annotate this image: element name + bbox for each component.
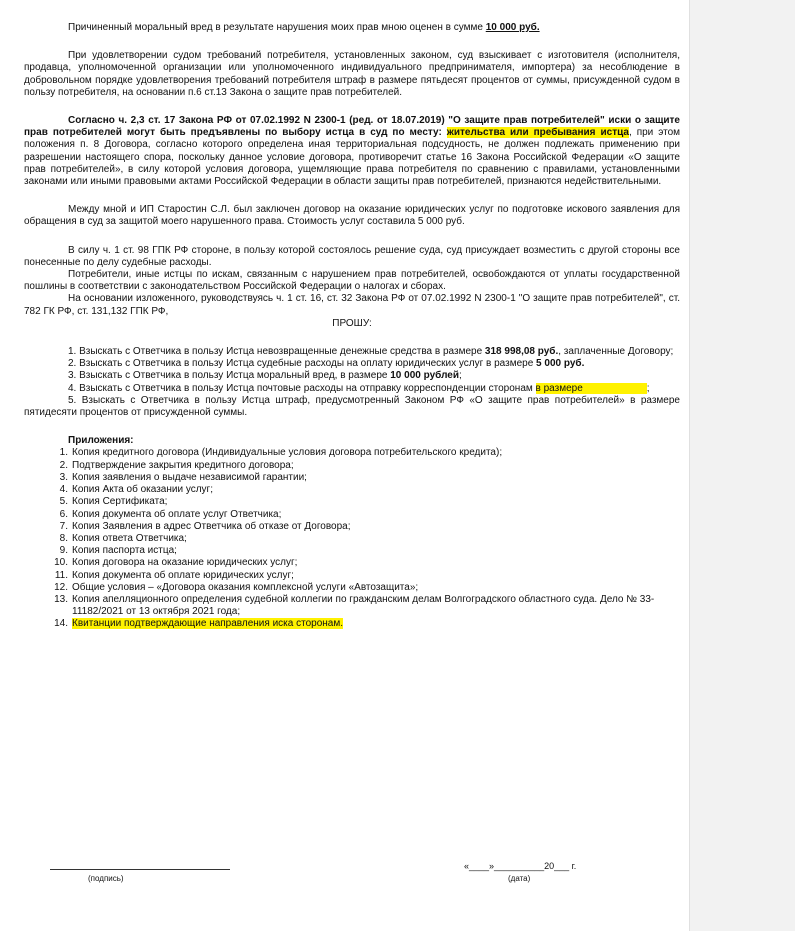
attachment-text: Копия ответа Ответчика;	[72, 532, 187, 544]
attachment-item	[24, 594, 680, 618]
date-caption: (дата)	[508, 874, 531, 883]
moral-damage-paragraph: Причиненный моральный вред в результате нарушения моих прав мною оценен в сумме 10 000 руб.	[68, 22, 540, 33]
request-item-1: 1. Взыскать с Ответчика в пользу Истца невозвращенные денежные средства в размере 318 998,08 руб., заплаченные Договору;	[68, 346, 674, 358]
court-costs-paragraph: В силу ч. 1 ст. 98 ГПК РФ стороне, в пользу которой состоялось решение суда, суд присуждает возместить с другой стороны все понесенные по делу судебные расходы.	[24, 244, 680, 268]
attachment-item	[24, 509, 680, 521]
attachment-number: 4.	[59, 484, 68, 496]
highlighted-attachment: Квитанции подтверждающие направления иска сторонам.	[72, 618, 344, 630]
attachment-text: Копия документа об оплате услуг Ответчика;	[72, 508, 282, 520]
signature-caption: (подпись)	[88, 874, 124, 883]
attachment-text: Копия кредитного договора (Индивидуальные условия договора потребительского кредита);	[72, 447, 503, 459]
attachment-number: 12.	[54, 581, 68, 593]
attachment-item	[24, 533, 680, 545]
attachment-number: 10.	[54, 557, 68, 569]
attachment-number: 14.	[54, 618, 68, 630]
attachment-text: Копия Сертификата;	[72, 496, 168, 508]
jurisdiction-paragraph: Согласно ч. 2,3 ст. 17 Закона РФ от 07.02.1992 N 2300-1 (ред. от 18.07.2019) "О защите прав потребителей" иски о защите прав потребителей могут быть предъявлены по выбору истца в суд по месту: жительства или пребывания истца, при этом положения п. 8 Договора, согласно которого определена иная территориальная подсудность, не должен подлежать применению при разрешении настоящего спора, поскольку данное условие договора, противоречит статье 16 Закона Российской Федерации «О защите прав потребителей», в силу которой условия договора, ущемляющие права потребителя по сравнению с правилами, установленными законами или иными правовыми актами Российской Федерации в области защиты прав потребителей, признаются недействительными.	[24, 115, 681, 188]
attachment-number: 5.	[59, 496, 68, 508]
attachment-number: 6.	[59, 508, 68, 520]
attachment-text: Подтверждение закрытия кредитного договора;	[72, 459, 294, 471]
attachment-text: Копия апелляционного определения судебной коллегии по гражданским делам Волгоградского областного суда. Дело № 33-11182/2021 от 13 октября 2021 года;	[72, 593, 655, 618]
attachment-item	[24, 447, 680, 459]
attachments-heading: Приложения:	[68, 435, 134, 447]
attachment-item	[24, 472, 680, 484]
request-item-5: 5. Взыскать с Ответчика в пользу Истца штраф, предусмотренный Законом РФ «О защите прав потребителей» в размере пятидесяти процентов от присужденной суммы.	[24, 394, 680, 419]
attachment-number: 7.	[59, 520, 68, 532]
attachment-number: 3.	[59, 471, 68, 483]
request-item-2: 2. Взыскать с Ответчика в пользу Истца судебные расходы на оплату юридических услуг в размере 5 000 руб.	[68, 358, 585, 370]
document-body	[24, 22, 681, 883]
side-panel	[689, 0, 795, 931]
attachment-number: 9.	[59, 545, 68, 557]
signature-row	[24, 860, 680, 890]
prosu-heading: ПРОШУ:	[332, 317, 372, 329]
request-item-4: 4. Взыскать с Ответчика в пользу Истца почтовые расходы на отправку корреспонденции сторонам в размере ;	[68, 382, 650, 394]
attachment-number: 2.	[59, 459, 68, 471]
legal-basis-paragraph: На основании изложенного, руководствуясь ч. 1 ст. 16, ст. 32 Закона РФ от 07.02.1992 N 2300-1 "О защите прав потребителей", ст. 782 ГК РФ, ст. 131,132 ГПК РФ,	[24, 293, 680, 317]
attachment-text: Копия заявления о выдаче независимой гарантии;	[72, 471, 307, 483]
attachment-text: Общие условия – «Договора оказания комплексной услуги «Автозащита»;	[72, 581, 419, 593]
attachment-text	[72, 618, 680, 630]
attachment-number: 1.	[59, 447, 68, 459]
attachment-text: Копия Акта об оказании услуг;	[72, 484, 213, 496]
attachment-text: Копия Заявления в адрес Ответчика об отказе от Договора;	[72, 520, 351, 532]
fine-paragraph: При удовлетворении судом требований потребителя, установленных законом, суд взыскивает с изготовителя (исполнителя, продавца, уполномоченной организации или уполномоченного индивидуального предпринимателя, импортера) за несоблюдение в добровольном порядке удовлетворения требований потребителя штраф в размере пятьдесят процентов от суммы, присужденной судом в пользу потребителя, на основании п.6 ст.13 Закона о защите прав потребителей.	[24, 50, 680, 98]
attachment-text: Копия договора на оказание юридических услуг;	[72, 557, 298, 569]
moral-damage-sum: 10 000 руб.	[485, 22, 540, 33]
attachment-text: Копия документа об оплате юридических услуг;	[72, 569, 294, 581]
attachment-item	[24, 582, 680, 594]
attachment-item	[24, 460, 680, 472]
fee-exemption-paragraph: Потребители, иные истцы по искам, связанным с нарушением прав потребителей, освобождаются от уплаты государственной пошлины в соответствии с законодательством Российской Федерации о налогах и сборах.	[24, 269, 680, 293]
attachment-number: 8.	[59, 532, 68, 544]
attachment-item	[24, 570, 680, 582]
attachment-number: 13.	[54, 593, 68, 605]
date-field: «____»__________20___ г.	[464, 861, 577, 871]
legal-services-paragraph: Между мной и ИП Старостин С.Л. был заключен договор на оказание юридических услуг по подготовке искового заявления для обращения в суд за защитой моего нарушенного права. Стоимость услуг составила 5 000 руб.	[24, 204, 680, 228]
attachment-item	[24, 618, 680, 630]
attachment-item	[24, 521, 680, 533]
attachment-item	[24, 484, 680, 496]
highlighted-amount: в размере	[535, 382, 583, 394]
attachment-item	[24, 545, 680, 557]
request-item-3: 3. Взыскать с Ответчика в пользу Истца моральный вред, в размере 10 000 рублей;	[68, 370, 462, 382]
highlighted-jurisdiction: жительства или пребывания истца	[446, 127, 629, 139]
attachment-item	[24, 557, 680, 569]
attachment-text: Копия паспорта истца;	[72, 545, 177, 557]
attachment-item	[24, 496, 680, 508]
attachment-number: 11.	[54, 569, 68, 581]
attachments-list	[24, 447, 680, 630]
signature-line	[50, 860, 230, 870]
